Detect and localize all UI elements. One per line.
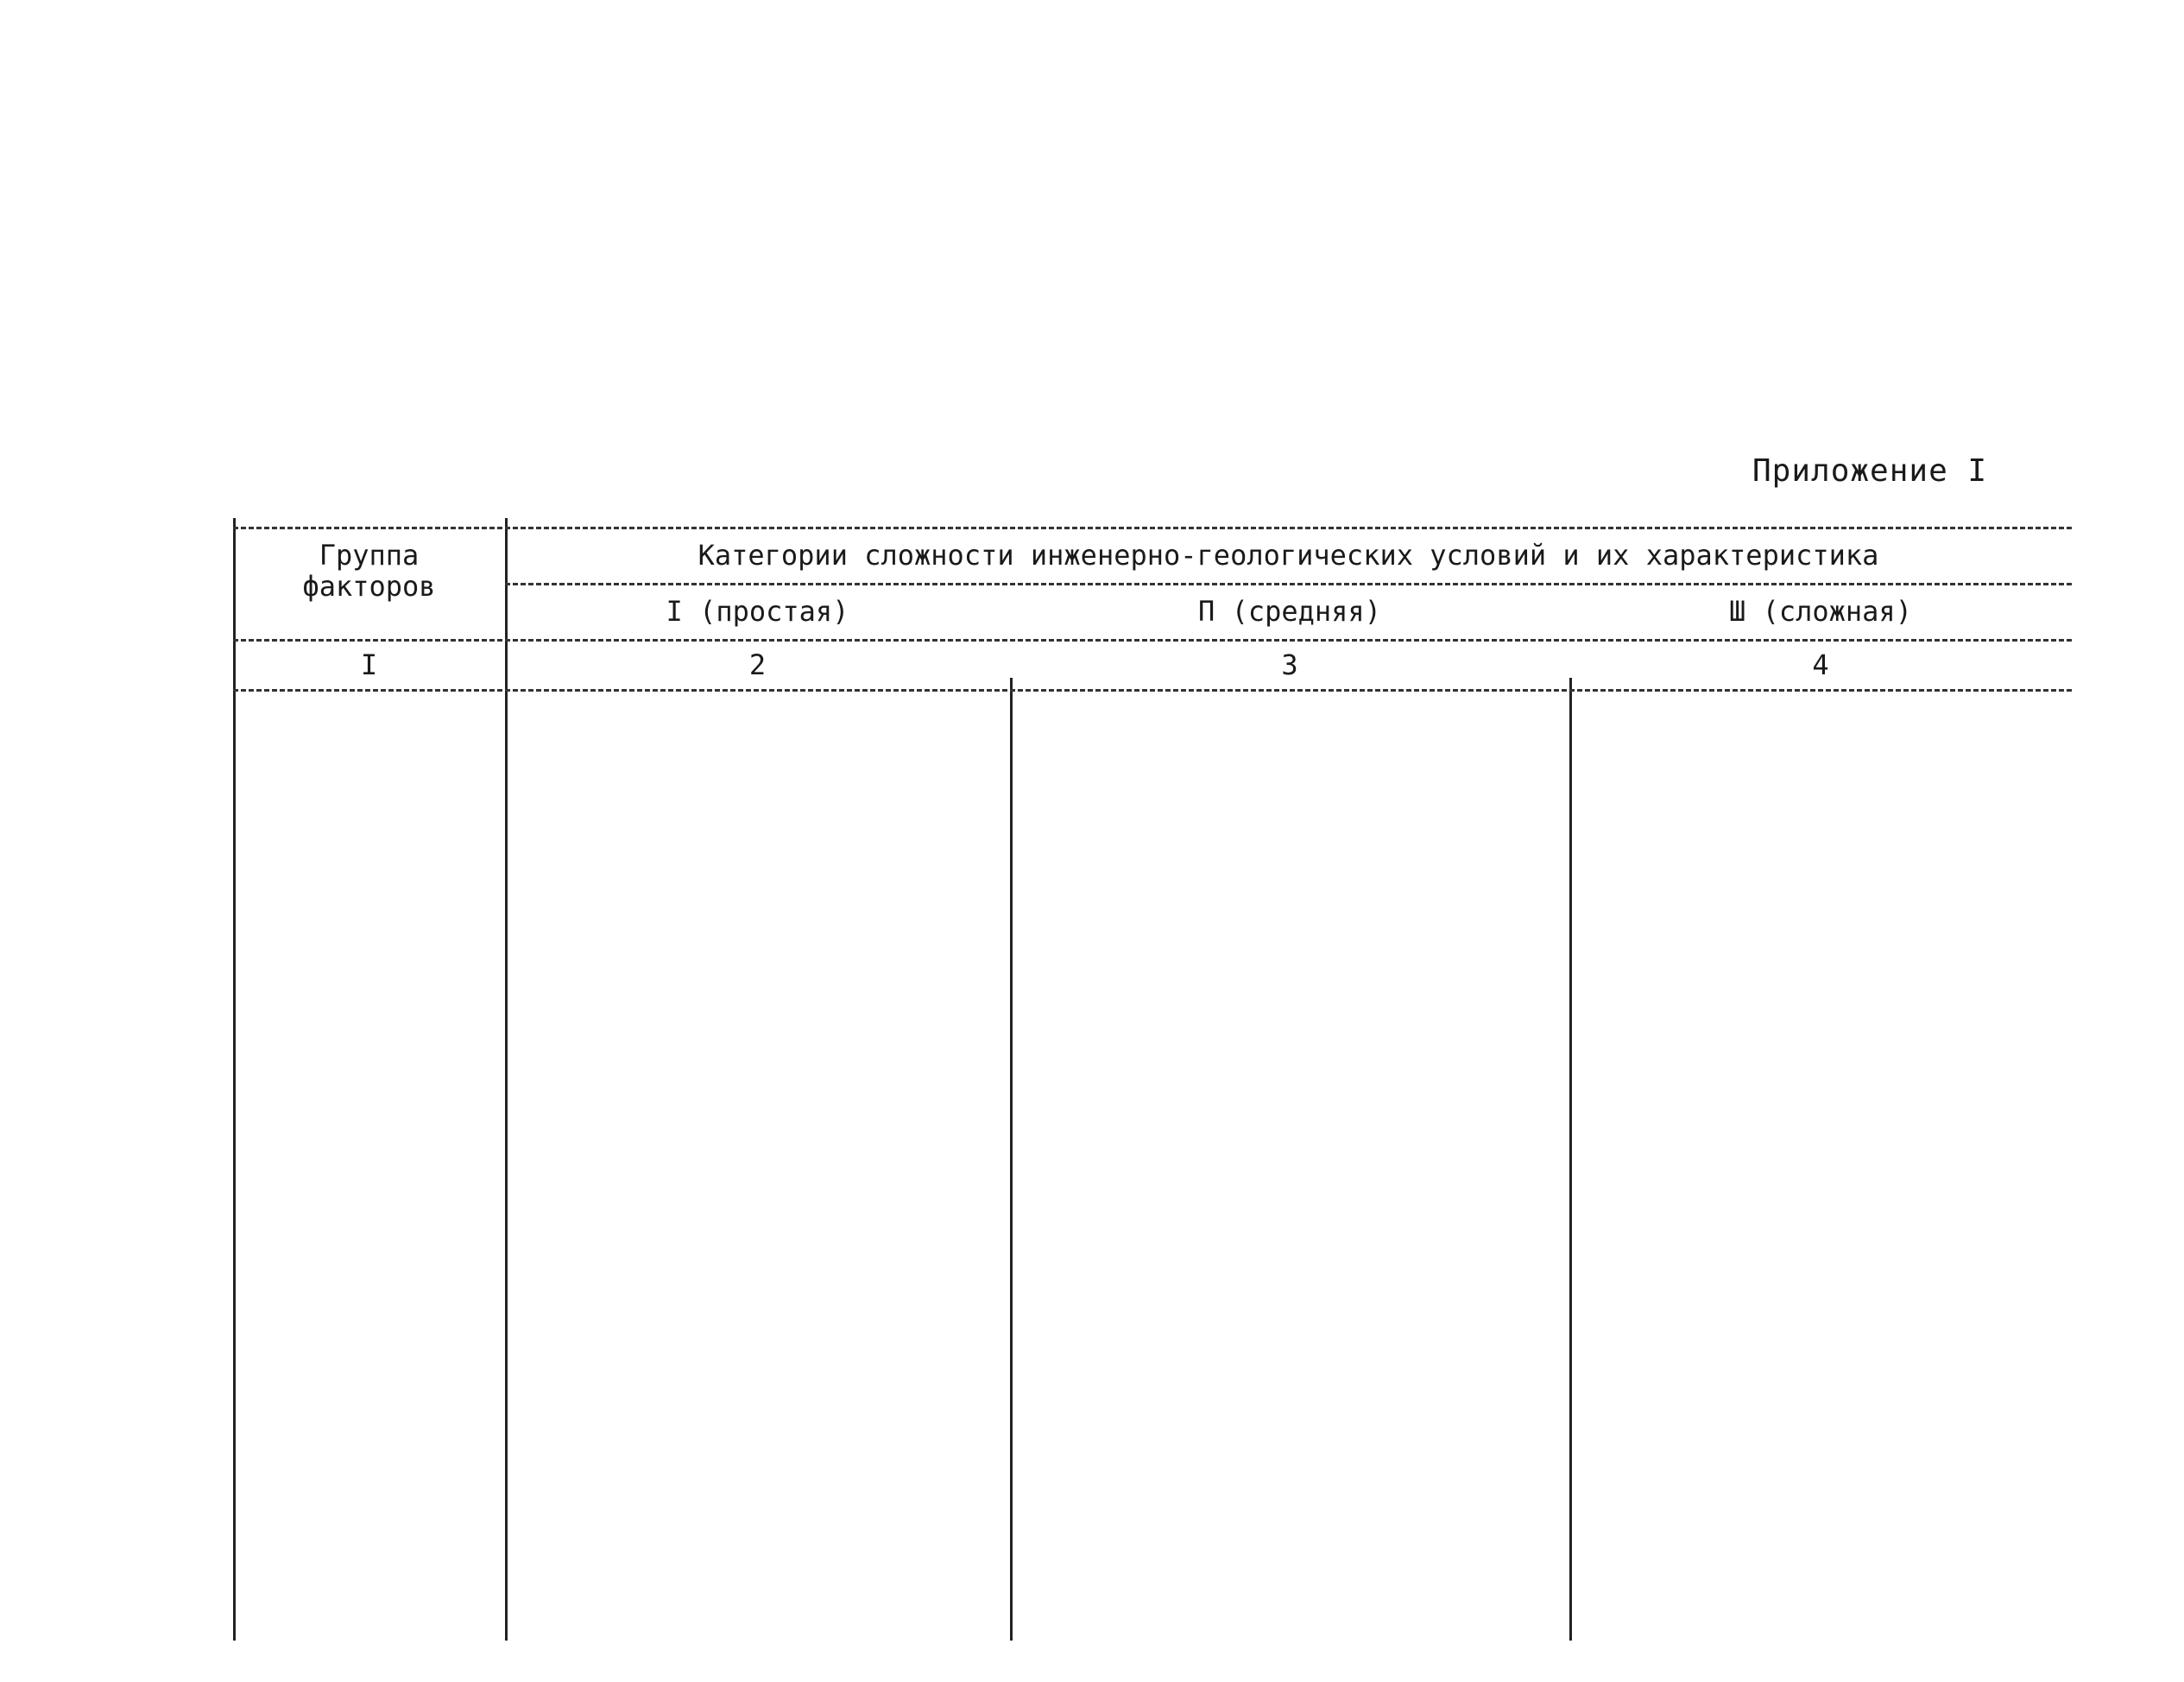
col-number-1: I bbox=[360, 648, 378, 681]
header-category-simple: I (простая) bbox=[666, 595, 849, 628]
header-spanning: Категории сложности инженерно-геологических условий и их характеристика bbox=[697, 539, 1879, 572]
col-number-2: 2 bbox=[748, 648, 767, 681]
category-rule bbox=[505, 583, 2072, 585]
header-bottom-rule bbox=[233, 639, 2072, 642]
col-divider-3 bbox=[1569, 678, 1572, 1641]
left-border bbox=[233, 518, 236, 1641]
header-factor-group: Группа факторов bbox=[302, 539, 436, 603]
col-number-4: 4 bbox=[1812, 648, 1829, 681]
header-category-medium: П (средняя) bbox=[1198, 595, 1381, 628]
number-bottom-rule bbox=[233, 689, 2072, 692]
complexity-table bbox=[233, 518, 2072, 1641]
col-divider-2 bbox=[1010, 678, 1013, 1641]
col-divider-1 bbox=[505, 518, 508, 1641]
header-category-complex: Ш (сложная) bbox=[1729, 595, 1912, 628]
col-number-3: 3 bbox=[1281, 648, 1298, 681]
top-rule bbox=[233, 527, 2072, 529]
appendix-label: Приложение I bbox=[1752, 453, 1988, 489]
